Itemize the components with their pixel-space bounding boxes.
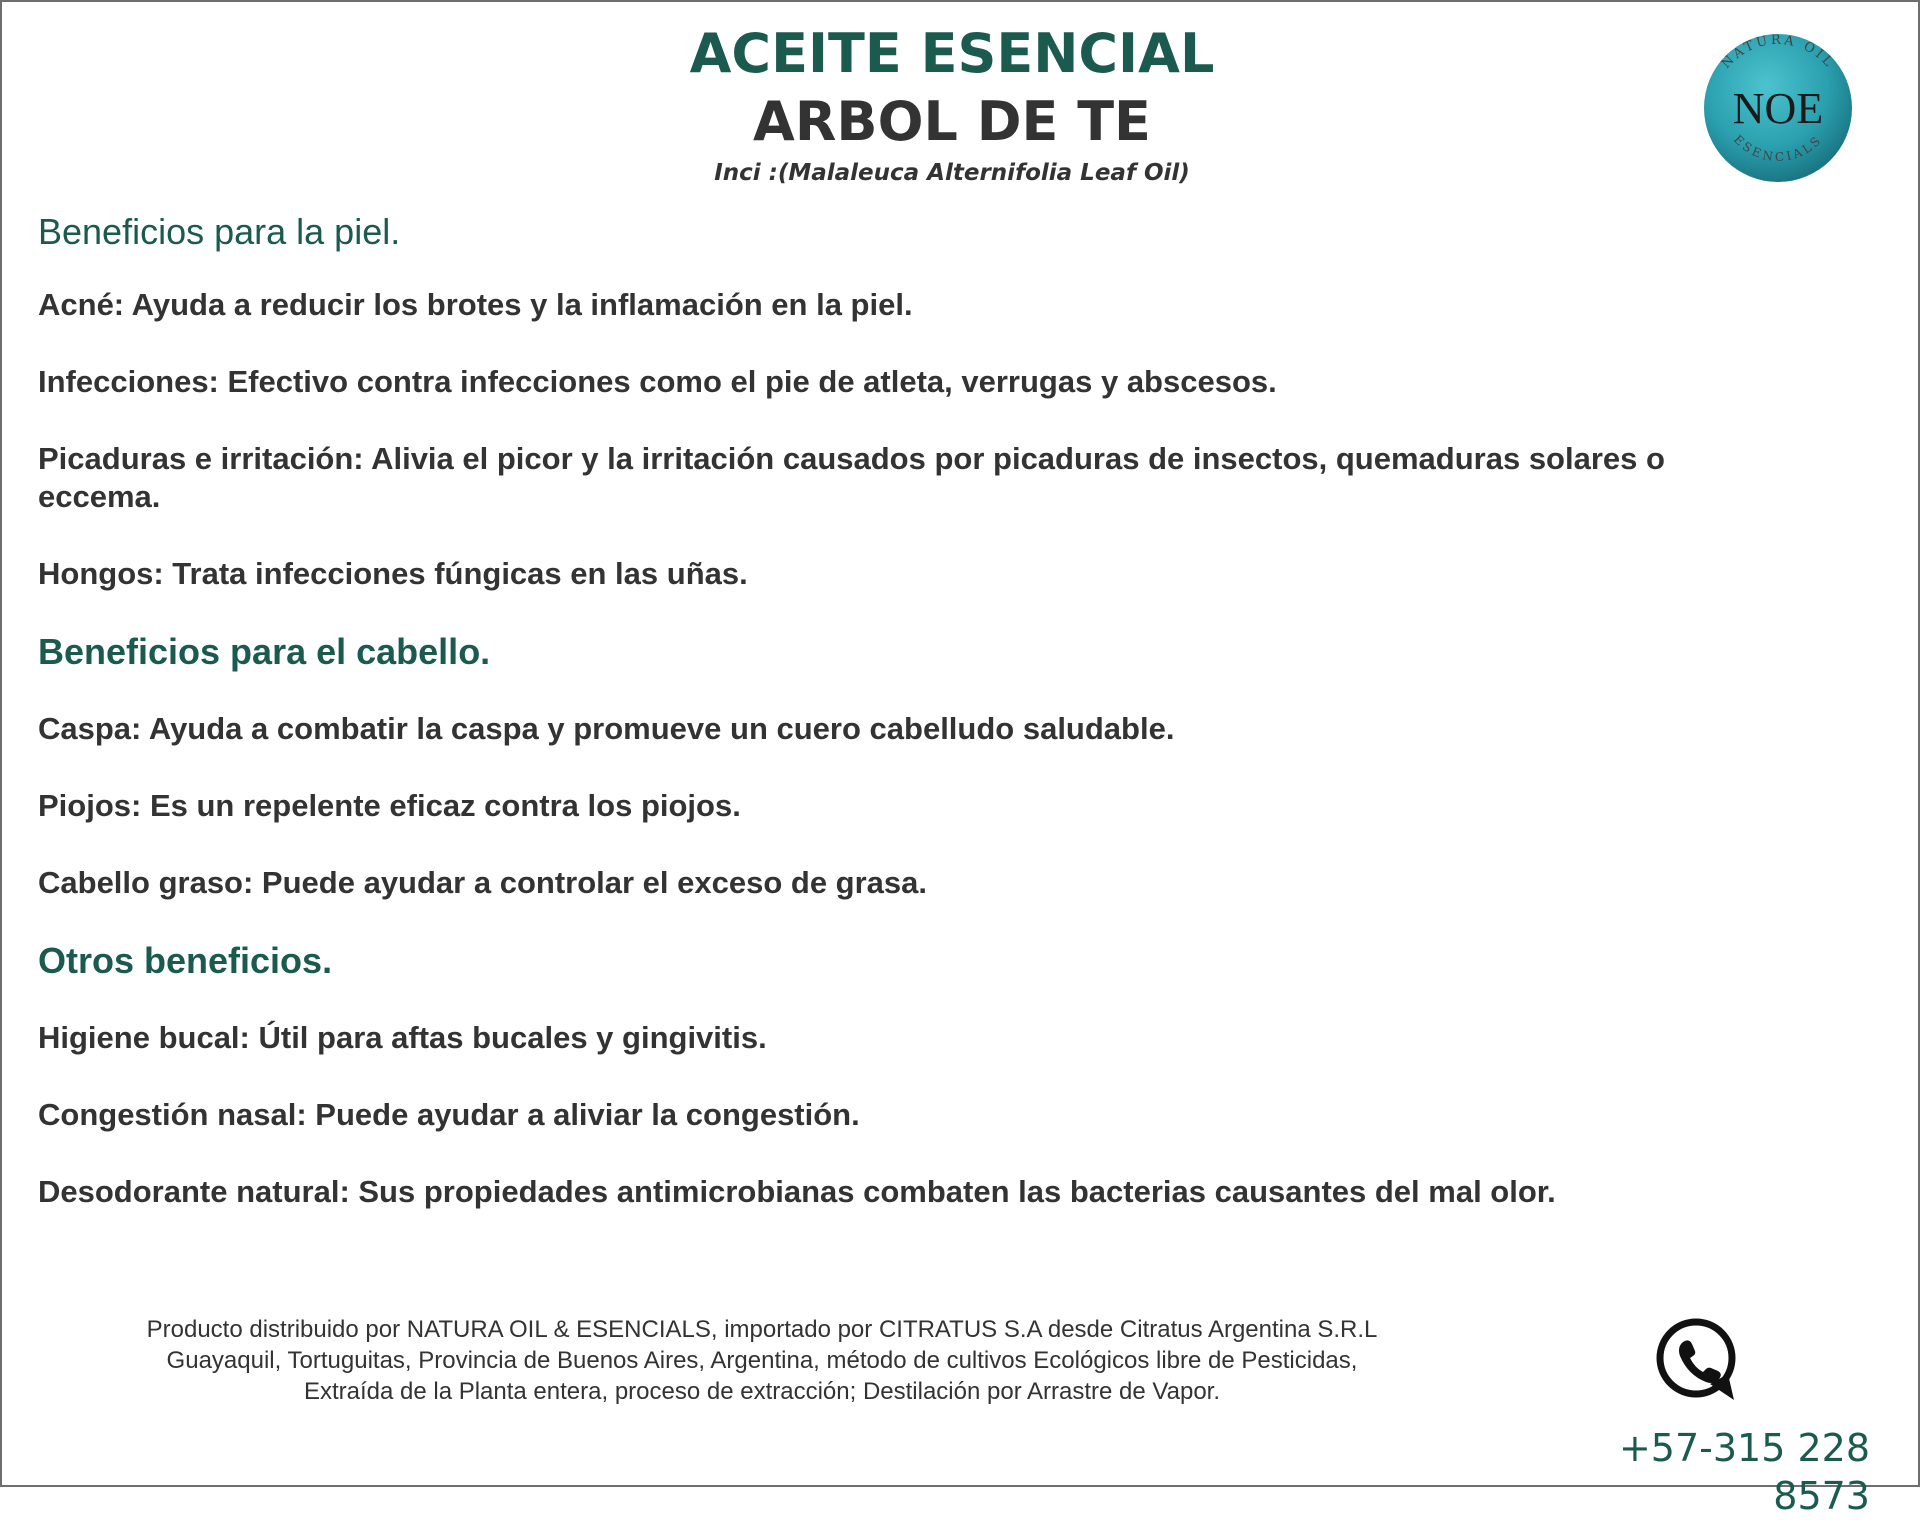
benefits-content	[38, 210, 1898, 1211]
list-item-continuation: eccema.	[38, 479, 161, 514]
section-heading-hair: Beneficios para el cabello.	[38, 631, 491, 672]
title-line1: ACEITE ESENCIAL	[689, 22, 1215, 85]
noe-logo	[1692, 22, 1864, 194]
list-item: Hongos: Trata infecciones fúngicas en las uñas.	[38, 556, 748, 591]
footer-line: Extraída de la Planta entera, proceso de extracción; Destilación por Arrastre de Vapor.	[303, 1378, 1221, 1405]
list-item: Picaduras e irritación: Alivia el picor y la irritación causados por picaduras de insectos, quemaduras solares o	[38, 441, 1665, 476]
distributor-info	[42, 1314, 1482, 1407]
logo-text: NOE	[1732, 84, 1824, 133]
list-item: Cabello graso: Puede ayudar a controlar el exceso de grasa.	[38, 865, 928, 900]
section-heading-skin: Beneficios para la piel.	[38, 211, 401, 252]
section-heading-other: Otros beneficios.	[38, 940, 333, 981]
whatsapp-icon	[1654, 1316, 1742, 1404]
list-item: Caspa: Ayuda a combatir la caspa y promueve un cuero cabelludo saludable.	[38, 711, 1175, 746]
footer-line: Guayaquil, Tortuguitas, Provincia de Buenos Aires, Argentina, método de cultivos Ecológicos libre de Pesticidas,	[166, 1347, 1358, 1374]
list-item: Higiene bucal: Útil para aftas bucales y gingivitis.	[38, 1020, 767, 1055]
header	[2, 12, 1902, 188]
logo-arc-bottom: ESENCIALS	[1730, 132, 1826, 165]
phone-number[interactable]: +57-315 228 8573	[1618, 1426, 1870, 1518]
logo-arc-top: NATURA OIL	[1718, 32, 1838, 72]
inci-name: Inci :(Malaleuca Alternifolia Leaf Oil)	[714, 160, 1190, 186]
footer-line: Producto distribuido por NATURA OIL & ESENCIALS, importado por CITRATUS S.A desde Citratus Argentina S.R.L	[146, 1316, 1378, 1343]
list-item: Infecciones: Efectivo contra infecciones como el pie de atleta, verrugas y abscesos.	[38, 364, 1277, 399]
list-item: Piojos: Es un repelente eficaz contra los piojos.	[38, 788, 741, 823]
list-item: Acné: Ayuda a reducir los brotes y la inflamación en la piel.	[38, 287, 913, 322]
list-item: Congestión nasal: Puede ayudar a aliviar la congestión.	[38, 1097, 860, 1132]
title-line2: ARBOL DE TE	[753, 90, 1151, 153]
list-item: Desodorante natural: Sus propiedades antimicrobianas combaten las bacterias causantes del mal olor.	[38, 1174, 1556, 1209]
